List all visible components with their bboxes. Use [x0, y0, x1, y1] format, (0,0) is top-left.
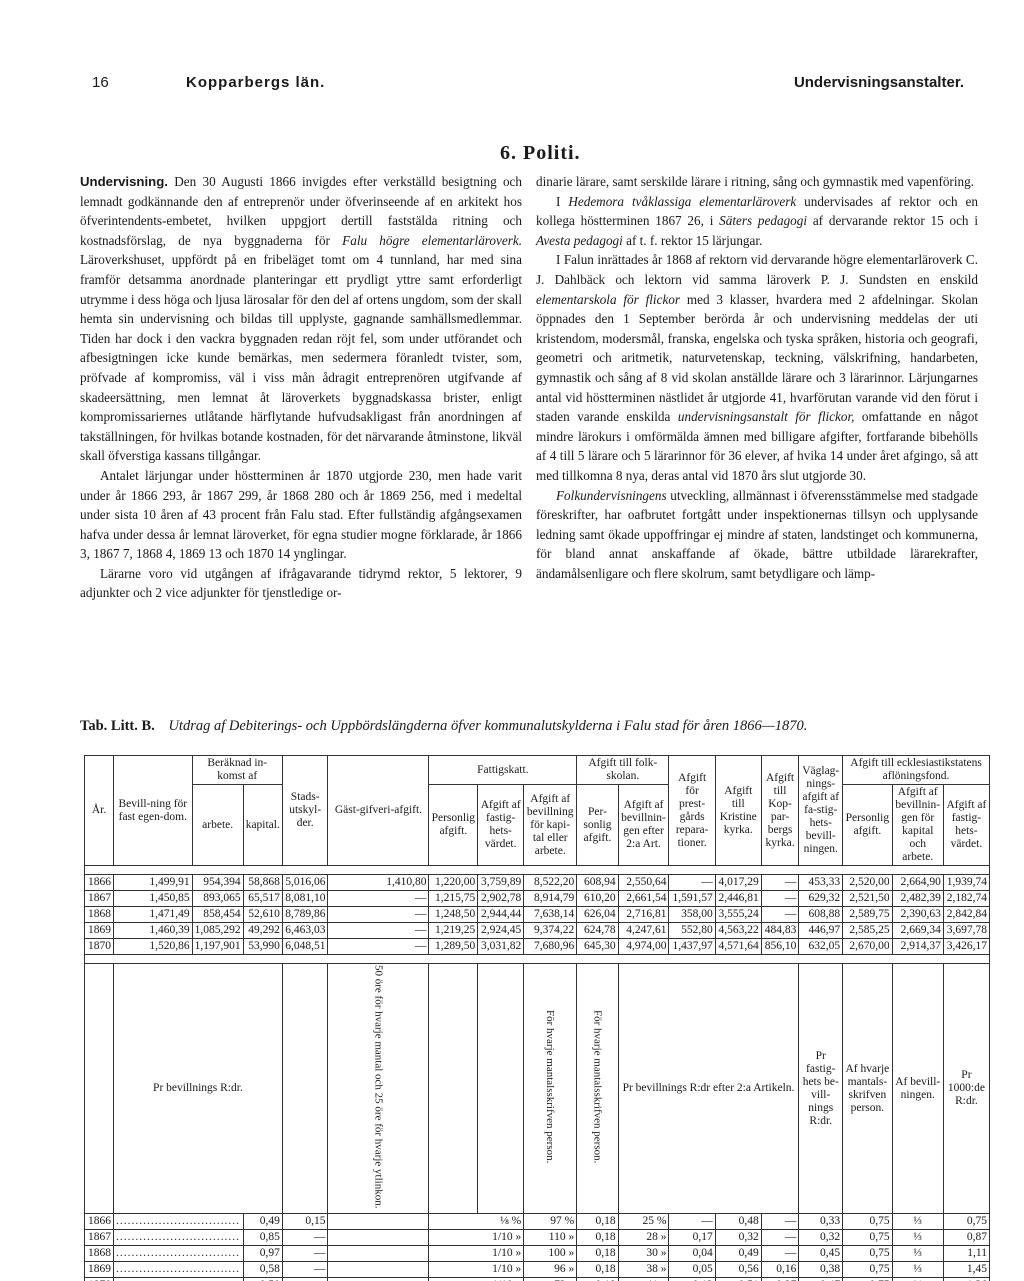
col-header-eckl-bev: Afgift af bevillnin-gen för kapital och arbete. — [892, 785, 943, 866]
value-cell: 1,197,901 — [192, 939, 243, 955]
text-run: I — [556, 193, 561, 209]
right-column — [536, 172, 978, 583]
rate-cell: — — [669, 1214, 715, 1230]
rate-header-pr-1000 — [943, 964, 989, 1214]
value-cell: 1,471,49 — [114, 907, 193, 923]
rate-cell: 100 » — [524, 1246, 577, 1262]
rate-cell: 1/10 » — [429, 1230, 524, 1246]
table-caption — [80, 718, 1000, 735]
rate-cell: 0,16 — [761, 1262, 799, 1278]
rate-header-empty — [282, 964, 328, 1214]
rate-cell: 96 » — [524, 1262, 577, 1278]
col-header-fattig-bev: Afgift af bevillning för kapi-tal eller arbete. — [524, 785, 577, 866]
left-column — [80, 172, 522, 603]
value-cell: 608,94 — [577, 875, 618, 891]
value-cell: 1,520,86 — [114, 939, 193, 955]
rate-cell: ⅓ — [892, 1230, 943, 1246]
rate-cell: 0,32 — [799, 1230, 843, 1246]
value-cell: 8,522,20 — [524, 875, 577, 891]
text-run: med 3 klasser, hvardera med 2 afdelningar. Skolan öppnades den 1 September berörda år och undervisning meddelas der uti kristendom, modersmål, franska, engelska och tyska språken, historia och geografi, geometri och aritmetik, naturvetenskap, teckning, välskrifning, handarbeten, gymnastik och sång af 8 vid skolan anställde lärare och 3 lärarinnor. Lärjungarnes antal vid höstterminen nästlidet år utgjorde 41, hvarförutan varande vid den förut i staden varande enskilda — [536, 291, 978, 425]
value-cell: — — [328, 939, 429, 955]
col-header-gast: Gäst-gifveri-afgift. — [328, 756, 429, 866]
rate-header-text: Pr fastig-hets be-vill-nings R:dr. — [802, 1049, 839, 1127]
rate-cell: 0,75 — [843, 1214, 893, 1230]
rate-row — [85, 1246, 990, 1262]
leader-dots — [114, 1278, 244, 1281]
value-cell: 608,88 — [799, 907, 843, 923]
rate-cell-empty — [328, 1262, 429, 1278]
value-cell: 453,33 — [799, 875, 843, 891]
header-row — [85, 756, 990, 785]
rate-header-text: 50 öre för hvarje mantal och 25 öre för hvarje ytlinkon. — [372, 965, 385, 1209]
value-cell: 3,031,82 — [478, 939, 524, 955]
col-header-prest: Afgift för prest-gårds repara-tioner. — [669, 756, 715, 866]
value-cell: 8,081,10 — [282, 891, 328, 907]
leader-dots: ................................ — [114, 1230, 244, 1246]
value-cell: 9,374,22 — [524, 923, 577, 939]
italic-run: elementarskola för flickor — [536, 291, 681, 307]
value-cell: 358,00 — [669, 907, 715, 923]
value-cell: 3,759,89 — [478, 875, 524, 891]
col-header-eckl: Afgift till ecklesiastikstatens aflöningsfond. — [843, 756, 990, 785]
rate-cell — [943, 1278, 989, 1281]
value-cell: 1,499,91 — [114, 875, 193, 891]
value-cell: 2,670,00 — [843, 939, 893, 955]
value-cell: 1,248,50 — [429, 907, 478, 923]
text-run: af dervarande rektor 15 och i — [812, 213, 978, 229]
col-header-fattig-fast: Afgift af fastig-hets-värdet. — [478, 785, 524, 866]
text-run: af t. f. rektor 15 lärjungar. — [626, 232, 763, 248]
rate-cell: 0,05 — [669, 1262, 715, 1278]
rate-cell: 25 % — [618, 1214, 669, 1230]
value-cell: 2,914,37 — [892, 939, 943, 955]
value-cell: 954,394 — [192, 875, 243, 891]
value-cell: 856,10 — [761, 939, 799, 955]
text-run: utveckling, allmännast i öfverensstämmelse med stadgade föreskrifter, har oafbrutet fortgått under inspektionernas tillsyn och upplysande ledning samt ökade uppoffringar ej mindre af staten, landstinget och kommunerna, för bland annat anskaffande af ökade, bättre utbildade lärarekrafter, ändamålsenligare och flere skolrum, samt betydligare och lämp- — [536, 487, 979, 581]
value-cell: 2,182,74 — [943, 891, 989, 907]
rate-cell: 30 » — [618, 1246, 669, 1262]
value-cell: 52,610 — [243, 907, 282, 923]
text-run: Den 30 Augusti 1866 invigdes efter verkställd besigtning och lemnadt godkännande den af entreprenör under öfverinseende af en arkitekt hos öfverintendents-embetet, hvilken uppgjort dertill faststälda ritning och kostnadsförslag, de nya byggnaderna för — [80, 174, 522, 248]
value-cell: 624,78 — [577, 923, 618, 939]
rate-header-empty — [85, 964, 114, 1214]
value-cell: 2,520,00 — [843, 875, 893, 891]
page-number: 16 — [92, 74, 109, 91]
rate-cell: 1,11 — [943, 1246, 989, 1262]
year-cell: 1868 — [85, 1246, 114, 1262]
rate-cell-empty — [328, 1246, 429, 1262]
value-cell: 1,437,97 — [669, 939, 715, 955]
value-cell: 2,550,64 — [618, 875, 669, 891]
rate-row — [85, 1214, 990, 1230]
value-cell: 6,048,51 — [282, 939, 328, 955]
value-cell: 2,944,44 — [478, 907, 524, 923]
rate-row — [85, 1262, 990, 1278]
rate-header-pr-bev — [114, 964, 283, 1214]
paragraph — [80, 172, 522, 466]
rate-cell: 0,56 — [715, 1262, 761, 1278]
value-cell: 4,974,00 — [618, 939, 669, 955]
rate-cell: 0,75 — [943, 1214, 989, 1230]
tax-table — [84, 755, 990, 1281]
rate-cell: 0,75 — [843, 1230, 893, 1246]
spacer-cell — [85, 866, 990, 875]
rate-header-text: För hvarje mantalsskrifven person. — [591, 1010, 604, 1164]
rate-cell — [429, 1278, 524, 1281]
rate-cell — [282, 1278, 328, 1281]
rate-cell: ⅓ — [892, 1214, 943, 1230]
value-cell: 3,555,24 — [715, 907, 761, 923]
value-cell: — — [328, 907, 429, 923]
value-cell: 446,97 — [799, 923, 843, 939]
year-cell — [85, 1278, 114, 1281]
rate-header-text: För hvarje mantalsskrifven person. — [544, 1010, 557, 1164]
table-row — [85, 891, 990, 907]
rate-cell: 0,87 — [943, 1230, 989, 1246]
rate-cell — [761, 1278, 799, 1281]
leader-dots: ................................ — [114, 1262, 244, 1278]
paragraph — [536, 250, 978, 485]
value-cell: 2,902,78 — [478, 891, 524, 907]
value-cell: 2,390,63 — [892, 907, 943, 923]
rate-cell: 0,04 — [669, 1246, 715, 1262]
rate-cell — [715, 1278, 761, 1281]
rate-cell: 0,49 — [243, 1214, 282, 1230]
value-cell: 1,450,85 — [114, 891, 193, 907]
value-cell: 3,426,17 — [943, 939, 989, 955]
table-row — [85, 923, 990, 939]
italic-run: undervisningsanstalt för flickor, — [677, 409, 855, 425]
italic-run: Hedemora tvåklassiga elementarläroverk — [568, 193, 797, 209]
section-title: 6. Politi. — [500, 142, 581, 164]
spacer-row — [85, 866, 990, 875]
rate-cell: 0,15 — [282, 1214, 328, 1230]
rate-cell: 1/10 » — [429, 1246, 524, 1262]
paragraph — [536, 192, 978, 251]
value-cell: 626,04 — [577, 907, 618, 923]
rate-cell-empty — [328, 1278, 429, 1281]
col-header-folk-bev: Afgift af bevillnin-gen efter 2:a Art. — [618, 785, 669, 866]
rate-header-af-bev — [892, 964, 943, 1214]
table-label: Tab. Litt. B. — [80, 718, 155, 734]
rate-header-empty — [478, 964, 524, 1214]
col-header-eckl-pers: Personlig afgift. — [843, 785, 893, 866]
table-row — [85, 907, 990, 923]
value-cell: 5,016,06 — [282, 875, 328, 891]
value-cell: 2,661,54 — [618, 891, 669, 907]
value-cell: 1,219,25 — [429, 923, 478, 939]
value-cell: 3,697,78 — [943, 923, 989, 939]
rate-cell: 0,45 — [799, 1246, 843, 1262]
table-caption-text: Utdrag af Debiterings- och Uppbördslängderna öfver kommunalutskylderna i Falu stad för åren 1866—1870. — [168, 718, 808, 734]
value-cell: 484,83 — [761, 923, 799, 939]
value-cell: 2,521,50 — [843, 891, 893, 907]
rate-cell: 0,17 — [669, 1230, 715, 1246]
rate-header-fattig-pers — [524, 964, 577, 1214]
value-cell: 1,289,50 — [429, 939, 478, 955]
leader-dots: ................................ — [114, 1246, 244, 1262]
rate-cell-empty — [328, 1230, 429, 1246]
value-cell: 2,589,75 — [843, 907, 893, 923]
value-cell: 4,571,64 — [715, 939, 761, 955]
value-cell: 610,20 — [577, 891, 618, 907]
run-in-heading: Undervisning. — [80, 174, 168, 189]
rate-cell: — — [282, 1262, 328, 1278]
year-cell: 1866 — [85, 1214, 114, 1230]
value-cell: 632,05 — [799, 939, 843, 955]
year-cell: 1869 — [85, 923, 114, 939]
rate-cell: 28 » — [618, 1230, 669, 1246]
rate-cell: 0,75 — [843, 1262, 893, 1278]
value-cell: 2,446,81 — [715, 891, 761, 907]
rate-cell-empty — [328, 1214, 429, 1230]
italic-run: Avesta pedagogi — [536, 232, 623, 248]
value-cell: 7,680,96 — [524, 939, 577, 955]
value-cell: 4,017,29 — [715, 875, 761, 891]
rate-cell — [243, 1278, 282, 1281]
value-cell: 4,247,61 — [618, 923, 669, 939]
value-cell: — — [761, 875, 799, 891]
rate-cell — [843, 1278, 893, 1281]
rate-header-pr-fast — [799, 964, 843, 1214]
rate-cell — [892, 1278, 943, 1281]
rate-cell: 38 » — [618, 1262, 669, 1278]
rate-header-pr-bev-art2 — [618, 964, 799, 1214]
paragraph: Lärarne voro vid utgången af ifrågavarande tidrymd rektor, 5 lektorer, 9 adjunkter och 2 vice adjunkter för tjenstledige or- — [80, 565, 522, 601]
section-heading: Undervisningsanstalter. — [793, 74, 964, 91]
value-cell: 53,990 — [243, 939, 282, 955]
spacer-row — [85, 955, 990, 964]
paragraph — [536, 486, 978, 584]
year-cell: 1868 — [85, 907, 114, 923]
col-header-folk-pers: Per-sonlig afgift. — [577, 785, 618, 866]
value-cell: — — [761, 891, 799, 907]
year-cell: 1870 — [85, 939, 114, 955]
col-header-bevillning: Bevill-ning för fast egen-dom. — [114, 756, 193, 866]
value-cell: 629,32 — [799, 891, 843, 907]
value-cell: 2,585,25 — [843, 923, 893, 939]
rate-cell — [577, 1278, 618, 1281]
rate-cell: 0,49 — [715, 1246, 761, 1262]
value-cell: 8,914,79 — [524, 891, 577, 907]
rate-cell: 0,32 — [715, 1230, 761, 1246]
value-cell: 893,065 — [192, 891, 243, 907]
spacer-cell — [85, 955, 990, 964]
rate-cell: 0,38 — [799, 1262, 843, 1278]
text-run: I Falun inrättades år 1868 af rektorn vid dervarande högre elementarläroverk C. J. Dahlbäck och lektorn vid samma läroverk P. J. Sundsten en enskild — [536, 252, 978, 287]
value-cell: 1,591,57 — [669, 891, 715, 907]
rate-cell: 110 » — [524, 1230, 577, 1246]
value-cell: 4,563,22 — [715, 923, 761, 939]
header-row — [85, 785, 990, 866]
rate-header-row — [85, 964, 990, 1214]
value-cell: 58,868 — [243, 875, 282, 891]
rate-cell: — — [282, 1246, 328, 1262]
rate-cell: — — [761, 1230, 799, 1246]
value-cell: 2,716,81 — [618, 907, 669, 923]
rate-cell — [618, 1278, 669, 1281]
value-cell: 8,789,86 — [282, 907, 328, 923]
rate-header-folk-pers — [577, 964, 618, 1214]
rate-cell: ⅛ % — [429, 1214, 524, 1230]
value-cell: 1,410,80 — [328, 875, 429, 891]
rate-header-text: Pr bevillnings R:dr efter 2:a Artikeln. — [622, 1082, 795, 1095]
rate-header-gast — [328, 964, 429, 1214]
rate-cell: 1,45 — [943, 1262, 989, 1278]
table-row — [85, 875, 990, 891]
value-cell: 858,454 — [192, 907, 243, 923]
rate-cell: 0,85 — [243, 1230, 282, 1246]
rate-cell: — — [761, 1246, 799, 1262]
rate-cell: 0,18 — [577, 1214, 618, 1230]
value-cell: 1,215,75 — [429, 891, 478, 907]
rate-cell: ⅓ — [892, 1262, 943, 1278]
value-cell: — — [328, 891, 429, 907]
year-cell: 1869 — [85, 1262, 114, 1278]
col-header-inkomst: Beräknad in-komst af — [192, 756, 282, 785]
value-cell: 1,460,39 — [114, 923, 193, 939]
rate-cell: ⅓ — [892, 1246, 943, 1262]
paragraph: dinarie lärare, samt serskilde lärare i ritning, sång och gymnastik med vapenföring. — [536, 174, 974, 189]
value-cell: 1,220,00 — [429, 875, 478, 891]
text-run: omfattande en något mindre lärokurs i omförmälda ämnen med billigare afgifter, fortfarande bibehölls af 4 till 5 lärare och 5 lärarinnor för 36 elever, af hvika 14 under året afgingo, så att med tillkomna 8 nya, deras antal vid 1870 års slut utgjorde 30. — [536, 409, 978, 483]
col-header-stads: Stads-utskyl-der. — [282, 756, 328, 866]
italic-run: Folkundervisningens — [556, 487, 667, 503]
rate-header-text: Af bevill-ningen. — [895, 1075, 941, 1101]
value-cell: 65,517 — [243, 891, 282, 907]
leader-dots: ................................ — [114, 1214, 244, 1230]
year-cell: 1867 — [85, 1230, 114, 1246]
col-header-folk: Afgift till folk-skolan. — [577, 756, 669, 785]
col-header-fattig: Fattigskatt. — [429, 756, 577, 785]
value-cell: 2,669,34 — [892, 923, 943, 939]
value-cell: 2,664,90 — [892, 875, 943, 891]
rate-cell — [669, 1278, 715, 1281]
paragraph: Antalet lärjungar under höstterminen år 1870 utgjorde 230, men hade varit under år 1866 293, år 1867 299, år 1868 280 och år 1869 256, med i medeltal under sista 10 åren af 43 procent från Falu stad. Efter fullständig afgångsexamen hafva under dessa år lemnat läroverket, för egna studier mogne förklarade, år 1866 3, 1867 7, 1868 4, 1869 13 och 1870 14 ynglingar. — [80, 467, 522, 562]
value-cell: — — [669, 875, 715, 891]
rate-cell: 1/10 » — [429, 1262, 524, 1278]
table-row — [85, 939, 990, 955]
rate-cell: 97 % — [524, 1214, 577, 1230]
text-run: Läroverkshuset, uppfördt på en fribeläget tomt om 4 tunnland, har med sina framför detsamma anordnade planteringar ett prydligt yttre samt erforderligt utrymme i dess höga och ljusa lärosalar för den del af ortens ungdom, som der skall hemta sin undervisning och bildas till upplyste, gagnande samhällsmedlemmar. Tiden har dock i den vackra byggnaden redan röjt fel, som under utförandet och afbesigtningen icke kunde bemärkas, men sedermera föranledt tvister, som, pröfvade af kompromiss, väl i viss mån ådragit entreprenören utgifvande af skadeersättning, men lemnat åt läroverkets byggnadskassa brister, enligt kompromissariernes utlåtande härflytande hufvudsakligast från anordningen af takställningen, för hvilkas botande kostnaden, för det närvarande åtminstone, likväl skall öfverstiga kassans tillgångar. — [80, 252, 522, 464]
value-cell: 49,292 — [243, 923, 282, 939]
col-header-kristine: Afgift till Kristine kyrka. — [715, 756, 761, 866]
value-cell: 2,482,39 — [892, 891, 943, 907]
rate-header-empty — [429, 964, 478, 1214]
county-heading: Kopparbergs län. — [186, 74, 326, 91]
rate-cell: 0,18 — [577, 1262, 618, 1278]
value-cell: 7,638,14 — [524, 907, 577, 923]
italic-run: Falu högre elementarläroverk. — [342, 232, 523, 248]
col-header-vag: Väglag-nings-afgift af fa-stig-hets-bevill-ningen. — [799, 756, 843, 866]
year-cell: 1867 — [85, 891, 114, 907]
running-header — [92, 74, 964, 98]
rate-row — [85, 1278, 990, 1281]
rate-cell: — — [761, 1214, 799, 1230]
italic-run: Säters pedagogi — [719, 213, 808, 229]
text-run: undervisades af rektor och en kollega höstterminen 1867 26, i — [536, 193, 979, 229]
col-header-fattig-pers: Personlig afgift. — [429, 785, 478, 866]
value-cell: — — [761, 907, 799, 923]
rate-cell: 0,33 — [799, 1214, 843, 1230]
col-header-eckl-fast: Afgift af fastig-hets-värdet. — [943, 785, 989, 866]
value-cell: 1,939,74 — [943, 875, 989, 891]
rate-header-text: Af hvarje mantals-skrifven person. — [845, 1062, 890, 1114]
value-cell: 6,463,03 — [282, 923, 328, 939]
value-cell: 645,30 — [577, 939, 618, 955]
rate-cell: 0,58 — [243, 1262, 282, 1278]
value-cell: 552,80 — [669, 923, 715, 939]
col-header-kapital: kapital. — [243, 785, 282, 866]
rate-cell: — — [282, 1230, 328, 1246]
value-cell: 2,924,45 — [478, 923, 524, 939]
col-header-arbete: arbete. — [192, 785, 243, 866]
value-cell: 2,842,84 — [943, 907, 989, 923]
col-header-year: År. — [85, 756, 114, 866]
value-cell: — — [328, 923, 429, 939]
rate-cell: 0,48 — [715, 1214, 761, 1230]
rate-cell: 0,75 — [843, 1246, 893, 1262]
rate-header-text: Pr bevillnings R:dr. — [153, 1082, 243, 1095]
rate-cell: 0,97 — [243, 1246, 282, 1262]
value-cell: 1,085,292 — [192, 923, 243, 939]
rate-cell: 0,18 — [577, 1246, 618, 1262]
rate-row — [85, 1230, 990, 1246]
rate-cell: 0,18 — [577, 1230, 618, 1246]
year-cell: 1866 — [85, 875, 114, 891]
rate-header-text: Pr 1000:de R:dr. — [947, 1069, 985, 1108]
col-header-koppar: Afgift till Kop-par-bergs kyrka. — [761, 756, 799, 866]
rate-cell — [799, 1278, 843, 1281]
rate-header-af-hvarje — [843, 964, 893, 1214]
rate-cell — [524, 1278, 577, 1281]
